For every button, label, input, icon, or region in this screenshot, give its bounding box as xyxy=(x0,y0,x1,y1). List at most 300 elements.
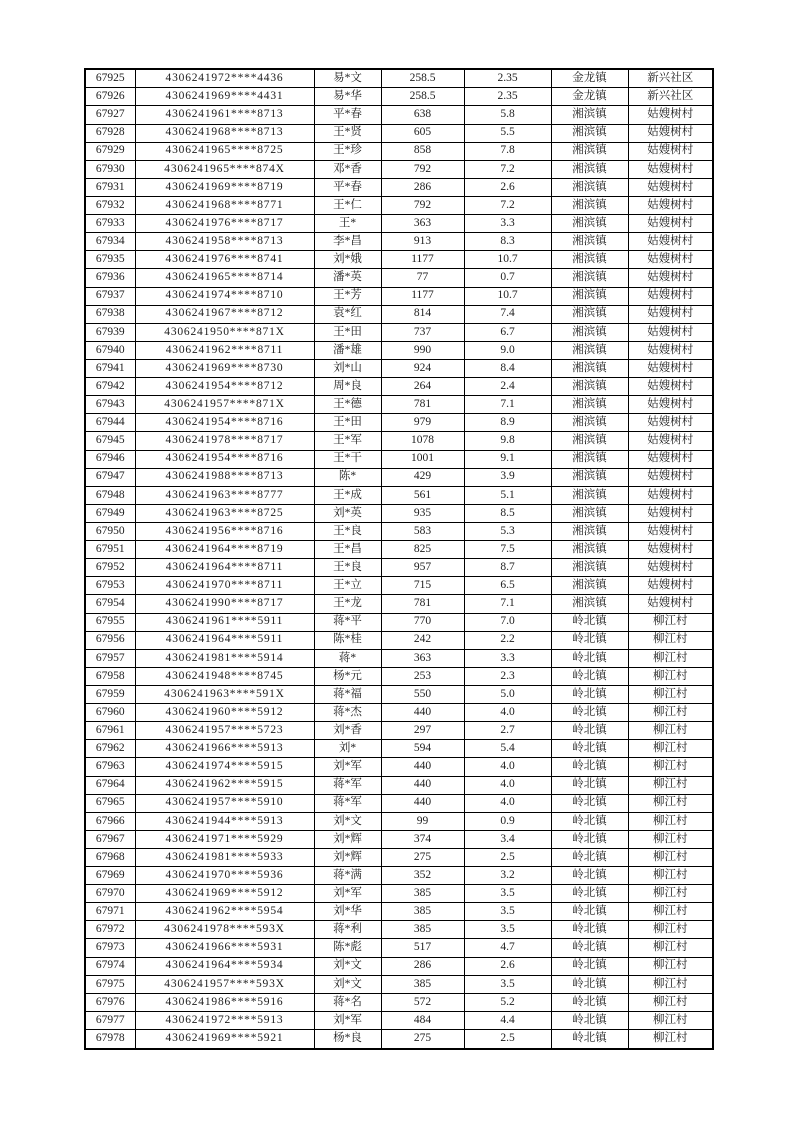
cell-id-number: 4306241981****5914 xyxy=(135,649,314,667)
cell-value2: 4.7 xyxy=(464,939,551,957)
cell-village: 新兴社区 xyxy=(628,69,713,88)
cell-value1: 297 xyxy=(381,722,464,740)
cell-id-number: 4306241963****591X xyxy=(135,685,314,703)
cell-value2: 6.7 xyxy=(464,323,551,341)
cell-name: 刘*文 xyxy=(314,812,381,830)
cell-sequence-number: 67944 xyxy=(85,414,135,432)
table-row xyxy=(85,722,713,740)
cell-sequence-number: 67926 xyxy=(85,88,135,106)
cell-value2: 7.1 xyxy=(464,396,551,414)
table-row xyxy=(85,812,713,830)
cell-value1: 594 xyxy=(381,740,464,758)
cell-village: 姑嫂树村 xyxy=(628,160,713,178)
cell-sequence-number: 67957 xyxy=(85,649,135,667)
cell-name: 陈* xyxy=(314,468,381,486)
cell-village: 柳江村 xyxy=(628,631,713,649)
table-row xyxy=(85,794,713,812)
cell-sequence-number: 67948 xyxy=(85,486,135,504)
cell-sequence-number: 67959 xyxy=(85,685,135,703)
cell-name: 陈*桂 xyxy=(314,631,381,649)
cell-town: 岭北镇 xyxy=(551,830,628,848)
cell-value2: 8.7 xyxy=(464,559,551,577)
cell-value2: 10.7 xyxy=(464,251,551,269)
cell-name: 蒋*平 xyxy=(314,613,381,631)
cell-sequence-number: 67935 xyxy=(85,251,135,269)
cell-value1: 957 xyxy=(381,559,464,577)
cell-name: 王*田 xyxy=(314,414,381,432)
cell-village: 柳江村 xyxy=(628,867,713,885)
table-row xyxy=(85,541,713,559)
cell-village: 柳江村 xyxy=(628,740,713,758)
cell-village: 柳江村 xyxy=(628,903,713,921)
cell-town: 湘滨镇 xyxy=(551,142,628,160)
cell-value2: 0.9 xyxy=(464,812,551,830)
cell-name: 蒋*军 xyxy=(314,794,381,812)
cell-name: 平*春 xyxy=(314,106,381,124)
cell-village: 姑嫂树村 xyxy=(628,359,713,377)
cell-town: 岭北镇 xyxy=(551,722,628,740)
cell-town: 湘滨镇 xyxy=(551,541,628,559)
cell-value2: 5.8 xyxy=(464,106,551,124)
cell-name: 刘*军 xyxy=(314,758,381,776)
cell-sequence-number: 67963 xyxy=(85,758,135,776)
cell-value2: 3.5 xyxy=(464,885,551,903)
cell-value1: 550 xyxy=(381,685,464,703)
cell-town: 岭北镇 xyxy=(551,740,628,758)
cell-name: 平*春 xyxy=(314,178,381,196)
cell-town: 岭北镇 xyxy=(551,903,628,921)
cell-village: 姑嫂树村 xyxy=(628,233,713,251)
cell-value2: 4.0 xyxy=(464,776,551,794)
cell-village: 姑嫂树村 xyxy=(628,559,713,577)
cell-name: 刘*香 xyxy=(314,722,381,740)
table-row xyxy=(85,613,713,631)
table-row xyxy=(85,178,713,196)
table-row xyxy=(85,450,713,468)
table-row xyxy=(85,233,713,251)
cell-value1: 440 xyxy=(381,704,464,722)
cell-village: 柳江村 xyxy=(628,685,713,703)
cell-value1: 1177 xyxy=(381,251,464,269)
cell-town: 金龙镇 xyxy=(551,88,628,106)
cell-name: 邓*香 xyxy=(314,160,381,178)
cell-id-number: 4306241963****8725 xyxy=(135,504,314,522)
cell-id-number: 4306241970****8711 xyxy=(135,577,314,595)
table-row xyxy=(85,885,713,903)
cell-value2: 7.5 xyxy=(464,541,551,559)
table-row xyxy=(85,667,713,685)
table-row xyxy=(85,1030,713,1049)
cell-id-number: 4306241954****8716 xyxy=(135,414,314,432)
cell-value1: 385 xyxy=(381,903,464,921)
cell-value2: 5.3 xyxy=(464,522,551,540)
cell-village: 柳江村 xyxy=(628,776,713,794)
cell-value2: 2.6 xyxy=(464,957,551,975)
cell-sequence-number: 67952 xyxy=(85,559,135,577)
cell-value1: 583 xyxy=(381,522,464,540)
cell-name: 王*仁 xyxy=(314,197,381,215)
cell-town: 湘滨镇 xyxy=(551,124,628,142)
cell-name: 王*芳 xyxy=(314,287,381,305)
cell-town: 岭北镇 xyxy=(551,758,628,776)
table-row xyxy=(85,921,713,939)
table-row xyxy=(85,975,713,993)
cell-sequence-number: 67967 xyxy=(85,830,135,848)
cell-value2: 9.8 xyxy=(464,432,551,450)
cell-town: 湘滨镇 xyxy=(551,233,628,251)
cell-sequence-number: 67961 xyxy=(85,722,135,740)
cell-town: 湘滨镇 xyxy=(551,215,628,233)
cell-value1: 275 xyxy=(381,1030,464,1049)
cell-value2: 2.6 xyxy=(464,178,551,196)
cell-id-number: 4306241956****8716 xyxy=(135,522,314,540)
cell-town: 湘滨镇 xyxy=(551,559,628,577)
cell-sequence-number: 67953 xyxy=(85,577,135,595)
table-row xyxy=(85,305,713,323)
cell-village: 姑嫂树村 xyxy=(628,396,713,414)
cell-id-number: 4306241972****5913 xyxy=(135,1011,314,1029)
cell-id-number: 4306241969****8730 xyxy=(135,359,314,377)
table-row xyxy=(85,559,713,577)
cell-id-number: 4306241978****8717 xyxy=(135,432,314,450)
cell-town: 湘滨镇 xyxy=(551,450,628,468)
cell-village: 柳江村 xyxy=(628,993,713,1011)
cell-value2: 5.0 xyxy=(464,685,551,703)
table-row xyxy=(85,396,713,414)
cell-town: 湘滨镇 xyxy=(551,269,628,287)
table-body xyxy=(85,69,713,1049)
cell-id-number: 4306241948****8745 xyxy=(135,667,314,685)
cell-id-number: 4306241969****5921 xyxy=(135,1030,314,1049)
cell-id-number: 4306241981****5933 xyxy=(135,848,314,866)
cell-sequence-number: 67971 xyxy=(85,903,135,921)
cell-id-number: 4306241957****871X xyxy=(135,396,314,414)
cell-id-number: 4306241962****5915 xyxy=(135,776,314,794)
table-row xyxy=(85,323,713,341)
cell-town: 岭北镇 xyxy=(551,704,628,722)
cell-town: 湘滨镇 xyxy=(551,468,628,486)
cell-value1: 605 xyxy=(381,124,464,142)
table-row xyxy=(85,504,713,522)
cell-id-number: 4306241969****8719 xyxy=(135,178,314,196)
cell-name: 刘*辉 xyxy=(314,830,381,848)
cell-value2: 4.4 xyxy=(464,1011,551,1029)
cell-sequence-number: 67933 xyxy=(85,215,135,233)
cell-value2: 2.4 xyxy=(464,378,551,396)
cell-name: 袁*红 xyxy=(314,305,381,323)
table-row xyxy=(85,649,713,667)
cell-id-number: 4306241978****593X xyxy=(135,921,314,939)
cell-sequence-number: 67968 xyxy=(85,848,135,866)
cell-value1: 440 xyxy=(381,758,464,776)
cell-value1: 913 xyxy=(381,233,464,251)
cell-sequence-number: 67964 xyxy=(85,776,135,794)
cell-value2: 7.0 xyxy=(464,613,551,631)
cell-name: 蒋*名 xyxy=(314,993,381,1011)
cell-sequence-number: 67977 xyxy=(85,1011,135,1029)
cell-value2: 6.5 xyxy=(464,577,551,595)
cell-village: 姑嫂树村 xyxy=(628,251,713,269)
cell-sequence-number: 67930 xyxy=(85,160,135,178)
cell-id-number: 4306241968****8713 xyxy=(135,124,314,142)
cell-value1: 858 xyxy=(381,142,464,160)
cell-name: 刘*军 xyxy=(314,885,381,903)
cell-value2: 3.9 xyxy=(464,468,551,486)
cell-village: 柳江村 xyxy=(628,957,713,975)
cell-sequence-number: 67972 xyxy=(85,921,135,939)
cell-town: 岭北镇 xyxy=(551,631,628,649)
cell-id-number: 4306241967****8712 xyxy=(135,305,314,323)
cell-name: 刘*文 xyxy=(314,957,381,975)
cell-name: 易*华 xyxy=(314,88,381,106)
cell-town: 岭北镇 xyxy=(551,794,628,812)
cell-id-number: 4306241968****8771 xyxy=(135,197,314,215)
cell-value2: 2.5 xyxy=(464,848,551,866)
cell-village: 姑嫂树村 xyxy=(628,577,713,595)
table-row xyxy=(85,830,713,848)
cell-value1: 814 xyxy=(381,305,464,323)
cell-sequence-number: 67955 xyxy=(85,613,135,631)
cell-town: 岭北镇 xyxy=(551,921,628,939)
cell-village: 姑嫂树村 xyxy=(628,323,713,341)
cell-town: 湘滨镇 xyxy=(551,432,628,450)
cell-name: 蒋*杰 xyxy=(314,704,381,722)
cell-town: 岭北镇 xyxy=(551,848,628,866)
table-row xyxy=(85,595,713,613)
roster-table xyxy=(84,68,714,1050)
cell-name: 王*良 xyxy=(314,522,381,540)
cell-town: 岭北镇 xyxy=(551,685,628,703)
table-row xyxy=(85,1011,713,1029)
cell-name: 王*龙 xyxy=(314,595,381,613)
table-row xyxy=(85,776,713,794)
table-row xyxy=(85,939,713,957)
cell-value2: 2.35 xyxy=(464,88,551,106)
cell-value2: 4.0 xyxy=(464,794,551,812)
cell-sequence-number: 67937 xyxy=(85,287,135,305)
cell-value2: 3.3 xyxy=(464,649,551,667)
cell-village: 姑嫂树村 xyxy=(628,124,713,142)
cell-name: 王*珍 xyxy=(314,142,381,160)
cell-sequence-number: 67946 xyxy=(85,450,135,468)
cell-village: 姑嫂树村 xyxy=(628,215,713,233)
cell-sequence-number: 67965 xyxy=(85,794,135,812)
cell-town: 湘滨镇 xyxy=(551,486,628,504)
cell-name: 李*昌 xyxy=(314,233,381,251)
cell-value1: 242 xyxy=(381,631,464,649)
cell-id-number: 4306241958****8713 xyxy=(135,233,314,251)
cell-name: 周*良 xyxy=(314,378,381,396)
cell-value1: 77 xyxy=(381,269,464,287)
cell-sequence-number: 67949 xyxy=(85,504,135,522)
table-row xyxy=(85,414,713,432)
table-row xyxy=(85,160,713,178)
cell-name: 王*田 xyxy=(314,323,381,341)
table-row xyxy=(85,740,713,758)
cell-village: 新兴社区 xyxy=(628,88,713,106)
cell-town: 湘滨镇 xyxy=(551,106,628,124)
cell-town: 岭北镇 xyxy=(551,867,628,885)
cell-town: 湘滨镇 xyxy=(551,160,628,178)
cell-value2: 7.1 xyxy=(464,595,551,613)
cell-name: 刘* xyxy=(314,740,381,758)
table-row xyxy=(85,867,713,885)
cell-town: 湘滨镇 xyxy=(551,197,628,215)
table-row xyxy=(85,106,713,124)
cell-value2: 9.0 xyxy=(464,341,551,359)
cell-sequence-number: 67940 xyxy=(85,341,135,359)
cell-village: 柳江村 xyxy=(628,649,713,667)
cell-id-number: 4306241964****5911 xyxy=(135,631,314,649)
cell-id-number: 4306241972****4436 xyxy=(135,69,314,88)
cell-value2: 3.5 xyxy=(464,903,551,921)
cell-value1: 264 xyxy=(381,378,464,396)
cell-value1: 385 xyxy=(381,885,464,903)
cell-village: 柳江村 xyxy=(628,704,713,722)
cell-sequence-number: 67962 xyxy=(85,740,135,758)
cell-village: 姑嫂树村 xyxy=(628,486,713,504)
cell-id-number: 4306241976****8741 xyxy=(135,251,314,269)
cell-village: 柳江村 xyxy=(628,613,713,631)
cell-value1: 781 xyxy=(381,396,464,414)
cell-value1: 429 xyxy=(381,468,464,486)
cell-name: 潘*英 xyxy=(314,269,381,287)
cell-name: 王*立 xyxy=(314,577,381,595)
cell-id-number: 4306241954****8716 xyxy=(135,450,314,468)
cell-village: 姑嫂树村 xyxy=(628,450,713,468)
cell-value1: 792 xyxy=(381,197,464,215)
cell-village: 姑嫂树村 xyxy=(628,287,713,305)
cell-value2: 3.2 xyxy=(464,867,551,885)
table-row xyxy=(85,432,713,450)
cell-town: 岭北镇 xyxy=(551,1011,628,1029)
table-row xyxy=(85,251,713,269)
cell-village: 柳江村 xyxy=(628,1030,713,1049)
cell-name: 刘*英 xyxy=(314,504,381,522)
cell-id-number: 4306241964****8711 xyxy=(135,559,314,577)
cell-town: 湘滨镇 xyxy=(551,414,628,432)
cell-village: 柳江村 xyxy=(628,975,713,993)
cell-town: 岭北镇 xyxy=(551,957,628,975)
cell-sequence-number: 67956 xyxy=(85,631,135,649)
cell-town: 岭北镇 xyxy=(551,812,628,830)
cell-town: 湘滨镇 xyxy=(551,577,628,595)
cell-id-number: 4306241986****5916 xyxy=(135,993,314,1011)
cell-id-number: 4306241966****5913 xyxy=(135,740,314,758)
cell-id-number: 4306241965****8714 xyxy=(135,269,314,287)
cell-town: 岭北镇 xyxy=(551,885,628,903)
cell-sequence-number: 67978 xyxy=(85,1030,135,1049)
table-row xyxy=(85,631,713,649)
cell-sequence-number: 67958 xyxy=(85,667,135,685)
cell-value2: 4.0 xyxy=(464,758,551,776)
cell-value1: 561 xyxy=(381,486,464,504)
cell-sequence-number: 67976 xyxy=(85,993,135,1011)
cell-value1: 990 xyxy=(381,341,464,359)
cell-value2: 2.2 xyxy=(464,631,551,649)
cell-sequence-number: 67938 xyxy=(85,305,135,323)
cell-village: 柳江村 xyxy=(628,812,713,830)
cell-sequence-number: 67970 xyxy=(85,885,135,903)
cell-village: 姑嫂树村 xyxy=(628,305,713,323)
cell-id-number: 4306241971****5929 xyxy=(135,830,314,848)
cell-value1: 1177 xyxy=(381,287,464,305)
cell-town: 湘滨镇 xyxy=(551,522,628,540)
cell-value1: 792 xyxy=(381,160,464,178)
cell-id-number: 4306241988****8713 xyxy=(135,468,314,486)
cell-value1: 258.5 xyxy=(381,69,464,88)
cell-village: 姑嫂树村 xyxy=(628,468,713,486)
cell-value1: 258.5 xyxy=(381,88,464,106)
cell-value1: 1078 xyxy=(381,432,464,450)
cell-name: 蒋*军 xyxy=(314,776,381,794)
cell-name: 王* xyxy=(314,215,381,233)
table-row xyxy=(85,993,713,1011)
table-row xyxy=(85,468,713,486)
table-row xyxy=(85,359,713,377)
cell-value2: 3.4 xyxy=(464,830,551,848)
cell-village: 姑嫂树村 xyxy=(628,142,713,160)
cell-sequence-number: 67927 xyxy=(85,106,135,124)
cell-value2: 2.35 xyxy=(464,69,551,88)
cell-name: 刘*山 xyxy=(314,359,381,377)
table-row xyxy=(85,704,713,722)
cell-value2: 7.2 xyxy=(464,160,551,178)
cell-value1: 1001 xyxy=(381,450,464,468)
table-row xyxy=(85,287,713,305)
cell-id-number: 4306241964****8719 xyxy=(135,541,314,559)
cell-village: 姑嫂树村 xyxy=(628,341,713,359)
cell-id-number: 4306241960****5912 xyxy=(135,704,314,722)
cell-value1: 275 xyxy=(381,848,464,866)
cell-value2: 8.9 xyxy=(464,414,551,432)
cell-sequence-number: 67950 xyxy=(85,522,135,540)
cell-id-number: 4306241966****5931 xyxy=(135,939,314,957)
cell-town: 湘滨镇 xyxy=(551,341,628,359)
cell-town: 湘滨镇 xyxy=(551,323,628,341)
table-row xyxy=(85,341,713,359)
cell-name: 蒋*利 xyxy=(314,921,381,939)
cell-value1: 924 xyxy=(381,359,464,377)
cell-value1: 737 xyxy=(381,323,464,341)
cell-value2: 8.4 xyxy=(464,359,551,377)
cell-id-number: 4306241969****5912 xyxy=(135,885,314,903)
cell-sequence-number: 67960 xyxy=(85,704,135,722)
cell-village: 姑嫂树村 xyxy=(628,595,713,613)
cell-value1: 374 xyxy=(381,830,464,848)
cell-village: 柳江村 xyxy=(628,830,713,848)
cell-value2: 7.4 xyxy=(464,305,551,323)
cell-village: 柳江村 xyxy=(628,848,713,866)
cell-sequence-number: 67942 xyxy=(85,378,135,396)
cell-village: 柳江村 xyxy=(628,722,713,740)
cell-value2: 5.2 xyxy=(464,993,551,1011)
cell-value1: 979 xyxy=(381,414,464,432)
table-row xyxy=(85,142,713,160)
cell-id-number: 4306241974****5915 xyxy=(135,758,314,776)
cell-name: 王*贤 xyxy=(314,124,381,142)
cell-village: 柳江村 xyxy=(628,885,713,903)
table-row xyxy=(85,685,713,703)
cell-value2: 9.1 xyxy=(464,450,551,468)
cell-sequence-number: 67925 xyxy=(85,69,135,88)
cell-id-number: 4306241957****5723 xyxy=(135,722,314,740)
cell-sequence-number: 67934 xyxy=(85,233,135,251)
cell-name: 王*干 xyxy=(314,450,381,468)
cell-town: 岭北镇 xyxy=(551,667,628,685)
cell-sequence-number: 67954 xyxy=(85,595,135,613)
cell-name: 刘*文 xyxy=(314,975,381,993)
